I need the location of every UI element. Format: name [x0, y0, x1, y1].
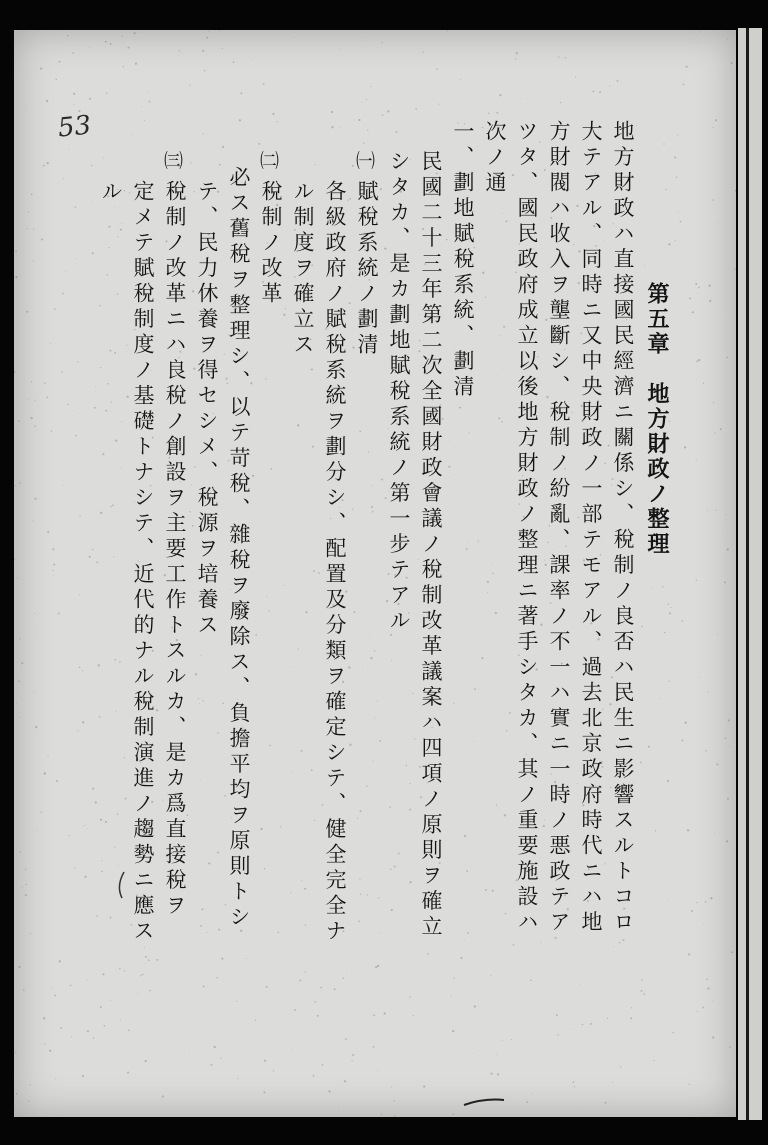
- chapter-title: 第五章 地方財政ノ整理: [644, 282, 670, 557]
- page-edge-line: [746, 28, 749, 1120]
- text-column-6: 一、劃地賦稅系統、劃清: [451, 120, 475, 401]
- text-column-4: ツタ、國民政府成立以後地方財政ノ整理ニ著手シタカ、其ノ重要施設ハ: [515, 120, 539, 936]
- text-column-13: 必ス舊稅ヲ整理シ、以テ苛稅、雜稅ヲ廢除ス、負擔平均ヲ原則トシ: [227, 166, 251, 931]
- list-marker-2: ㈡: [260, 150, 280, 172]
- text-column-12: 稅制ノ改革: [259, 180, 283, 308]
- list-marker-1: ㈠: [356, 150, 376, 172]
- text-column-7: 民國二十三年第二次全國財政會議ノ稅制改革議案ハ四項ノ原則ヲ確立: [419, 150, 443, 941]
- page-number: 53: [56, 110, 93, 144]
- page-edge-strip: [738, 28, 762, 1120]
- text-column-8: シタカ、是カ劃地賦稅系統ノ第一步テアル: [387, 150, 411, 635]
- text-column-10: 各級政府ノ賦稅系統ヲ劃分シ、配置及分類ヲ確定シテ、健全完全ナ: [323, 180, 347, 945]
- text-column-11: ル制度ヲ確立ス: [291, 180, 315, 359]
- text-column-14: テ、民力休養ヲ得セシメ、稅源ヲ培養ス: [195, 180, 219, 639]
- text-column-2: 大テアル、同時ニ又中央財政ノ一部テモアル、過去北京政府時代ニハ地: [579, 120, 603, 936]
- text-column-17: ル: [99, 180, 123, 206]
- list-marker-3: ㈢: [164, 150, 184, 172]
- text-column-5: 次ノ通: [483, 120, 507, 197]
- text-column-9: 賦稅系統ノ劃清: [355, 180, 379, 359]
- text-column-3: 方財閥ハ收入ヲ壟斷シ、稅制ノ紛亂、課率ノ不一ハ實ニ一時ノ悪政テア: [547, 120, 571, 936]
- text-column-15: 稅制ノ改革ニハ良稅ノ創設ヲ主要工作トスルカ、是カ爲直接稅ヲ: [163, 180, 187, 920]
- text-column-1: 地方財政ハ直接國民經濟ニ關係シ、稅制ノ良否ハ民生ニ影響スルトコロ: [611, 120, 635, 936]
- text-column-16: 定メテ賦稅制度ノ基礎トナシテ、近代的ナル稅制演進ノ趨勢ニ應ス: [131, 180, 155, 945]
